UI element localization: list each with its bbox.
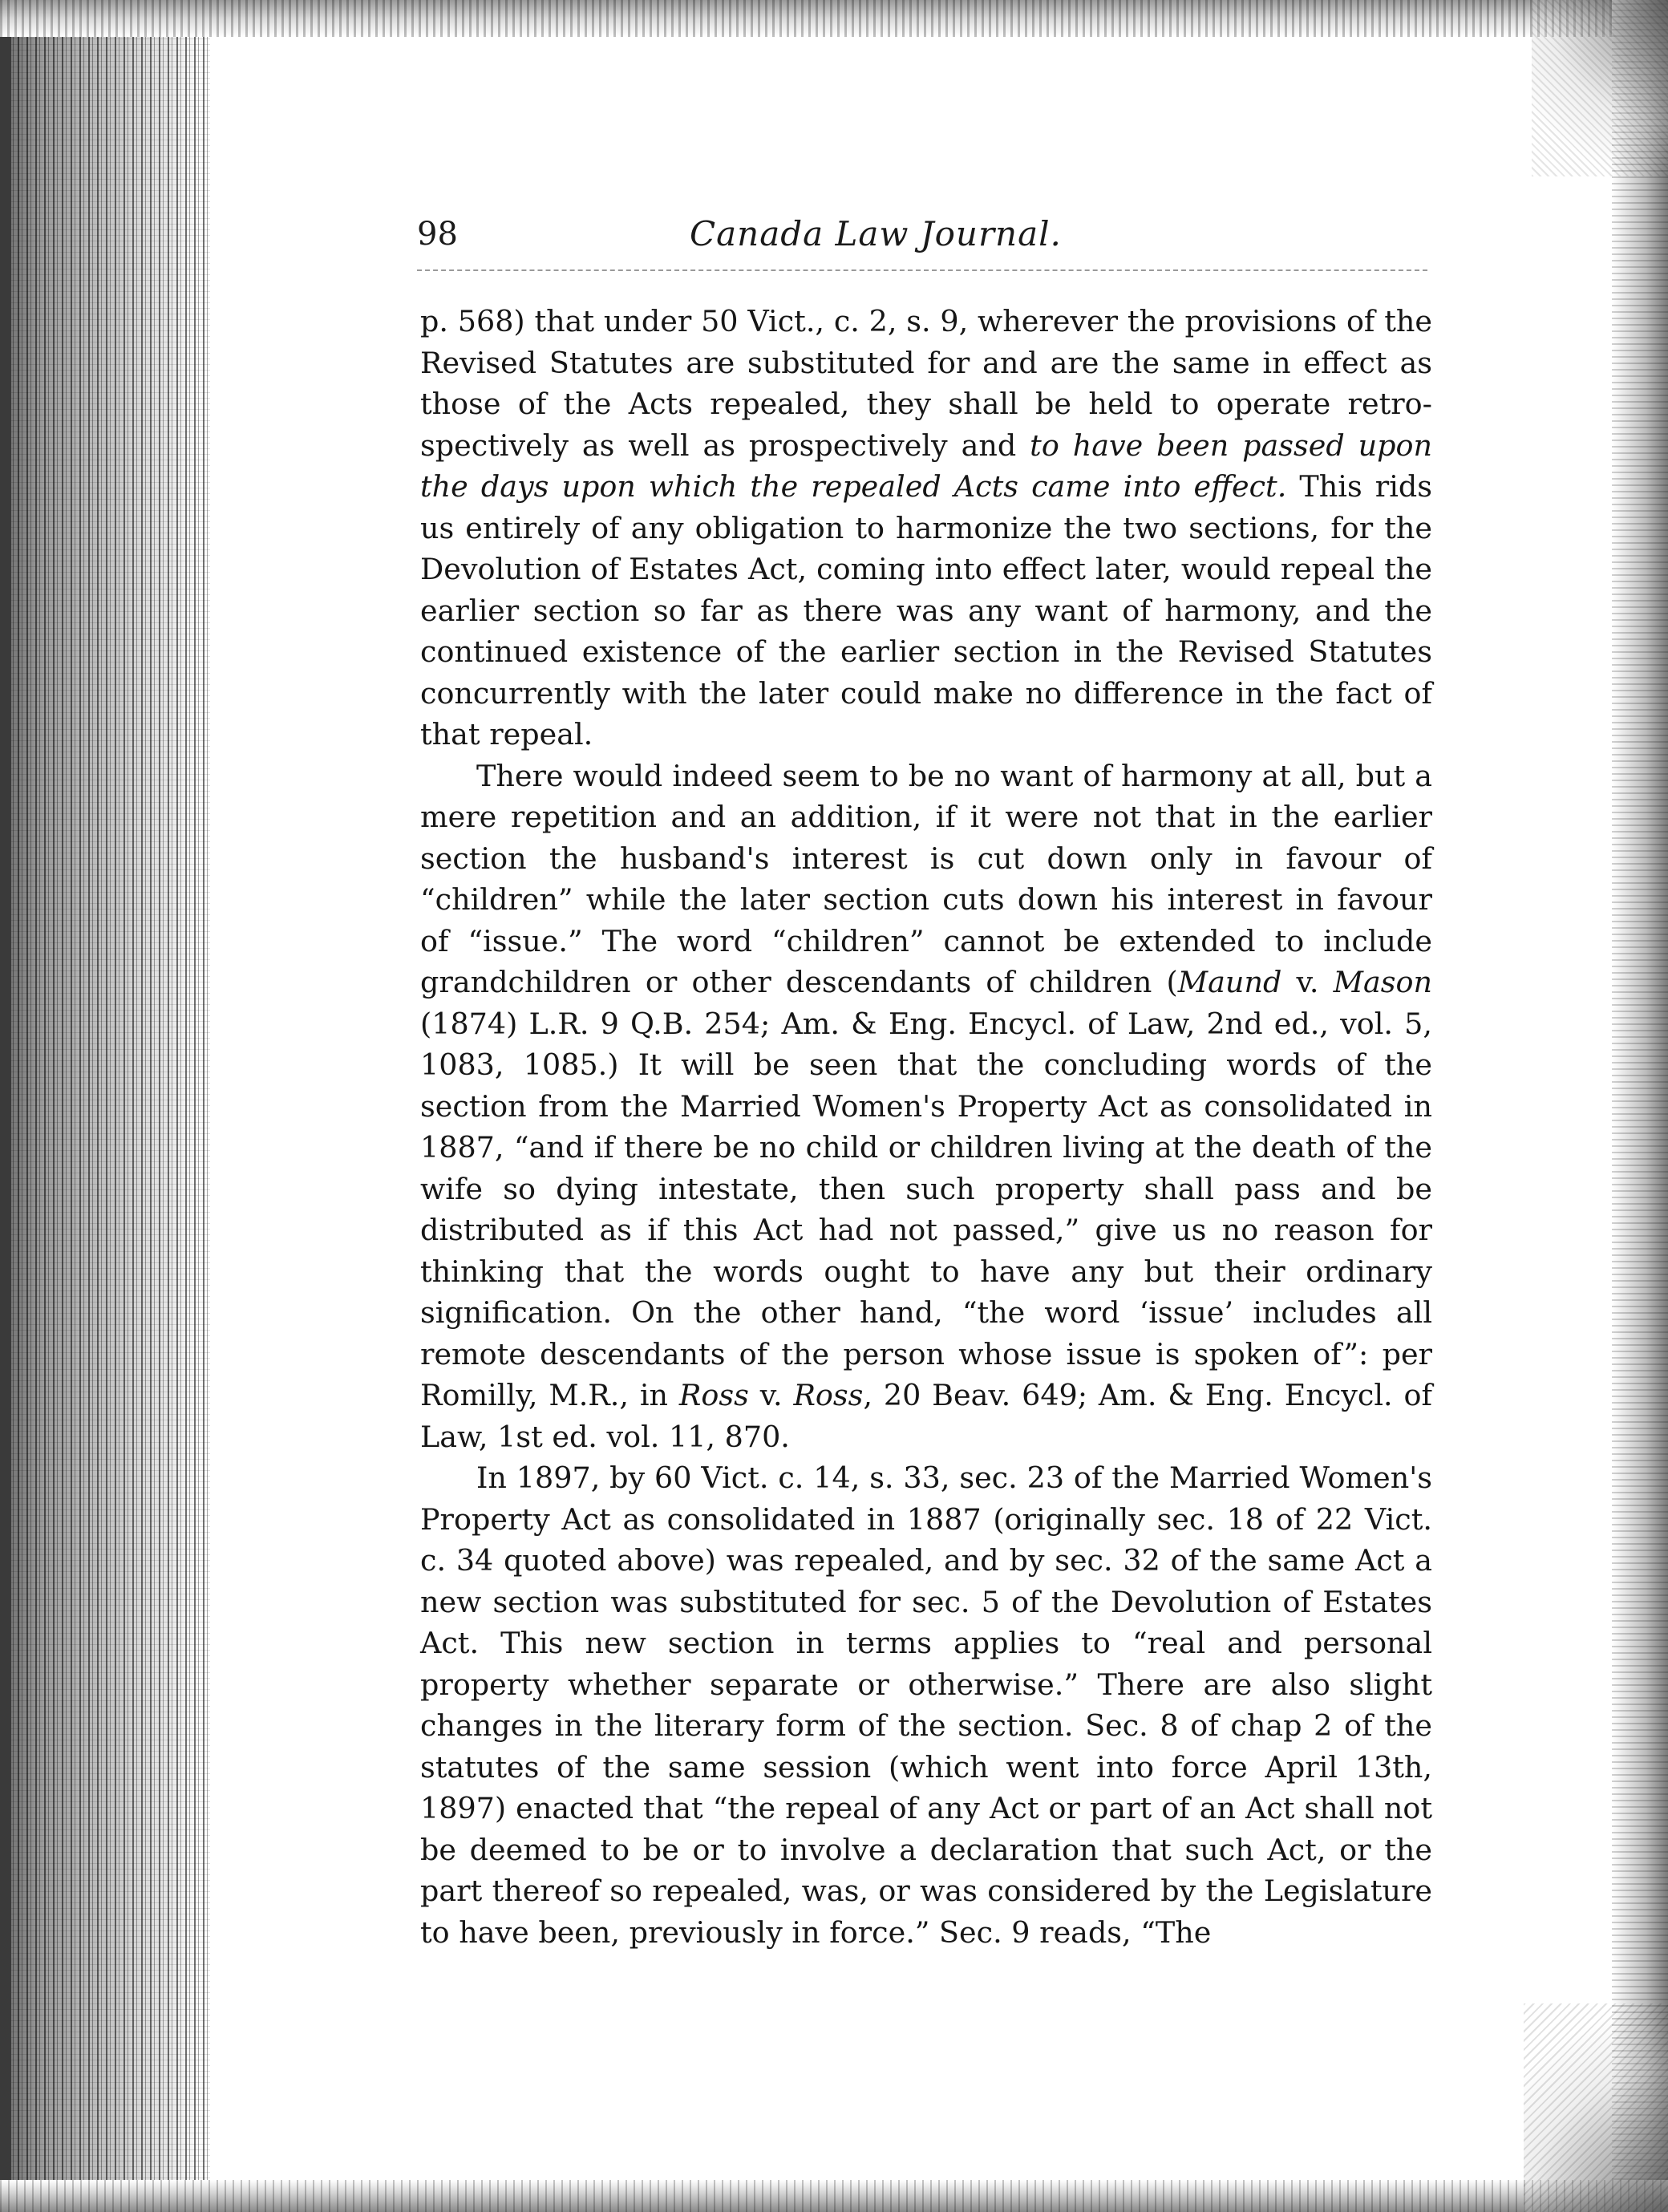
journal-title: Canada Law Journal. <box>690 214 1062 253</box>
scan-top-margin <box>0 0 1668 37</box>
scan-left-margin <box>0 0 210 2212</box>
scan-left-edge <box>0 0 11 2212</box>
italic-quote: to have been passed upon the days upon which the repealed Acts came into effect. <box>420 427 1433 504</box>
text-segment: This rids us entirely of any obligation to harmonize the two sections, for the Devolution of Estates Act, coming into effect later, would repeal the earlier section so far as there was any want of harmony, and the continued existence of the earlier section in the Revised Statutes concurrently with the later could make no difference in the fact of that repeal. <box>420 469 1432 752</box>
text-segment: p. 568) that under 50 Vict., c. 2, s. 9, wherever the provisions of the Revised Statutes are substituted for and are the same in effect as those of the Acts repealed, they shall be held to operate retro-spectively as well as prospectively and <box>420 304 1432 463</box>
head-rule <box>417 269 1427 271</box>
scan-top-right-corner <box>1532 0 1668 176</box>
text-segment: v. <box>1281 965 1334 999</box>
text-segment: There would indeed seem to be no want of harmony at all, but a mere repetition and an addition, if it were not that in the earlier section the husband's interest is cut down only in favour of “children” while the later section cuts down his interest in favour of “issue.” The word “children” cannot be extended to include grandchildren or other descendants of children ( <box>420 758 1432 999</box>
text-segment: (1874) L.R. 9 Q.B. 254; Am. & Eng. Encycl. of Law, 2nd ed., vol. 5, 1083, 1085.) It will be seen that the concluding words of the section from the Married Women's Property Act as consolidated in 1887, “and if there be no child or children living at the death of the wife so dying intestate, then such property shall pass and be distributed as if this Act had not passed,” give us no reason for thinking that the words ought to have any but their ordinary signification. On the other hand, “the word ‘issue’ includes all remote descendants of the person whose issue is spoken of”: per Romilly, M.R., in <box>420 1006 1432 1412</box>
paragraph-2 <box>420 756 1432 1458</box>
scan-bottom-right-corner <box>1524 2003 1668 2212</box>
paragraph-3 <box>420 1457 1432 1953</box>
paragraph-1 <box>420 301 1432 756</box>
page-number: 98 <box>417 216 458 253</box>
case-name: Maund <box>1177 965 1282 999</box>
scan-bottom-margin <box>0 2180 1668 2212</box>
case-name: Ross <box>793 1378 864 1412</box>
running-head <box>417 210 1427 266</box>
text-segment: In 1897, by 60 Vict. c. 14, s. 33, sec. 23 of the Married Women's Property Act as consolidated in 1887 (originally sec. 18 of 22 Vict. c. 34 quoted above) was repealed, and by sec. 32 of the same Act a new section was substituted for sec. 5 of the Devolution of Estates Act. This new section in terms applies to “real and personal property whether separate or otherwise.” There are also slight changes in the literary form of the section. Sec. 8 of chap 2 of the statutes of the same session (which went into force April 13th, 1897) enacted that “the repeal of any Act or part of an Act shall not be deemed to be or to involve a declaration that such Act, or the part thereof so repealed, was, or was considered by the Legislature to have been, previously in force.” Sec. 9 reads, “The <box>420 1460 1432 1950</box>
body-text <box>420 301 1432 1953</box>
scan-right-margin <box>1612 0 1668 2212</box>
text-segment: v. <box>748 1378 794 1412</box>
case-name: Mason <box>1333 965 1432 999</box>
text-segment: , 20 Beav. 649; Am. & Eng. Encycl. of Law, 1st ed. vol. 11, 870. <box>420 1378 1432 1454</box>
case-name: Ross <box>678 1378 749 1412</box>
